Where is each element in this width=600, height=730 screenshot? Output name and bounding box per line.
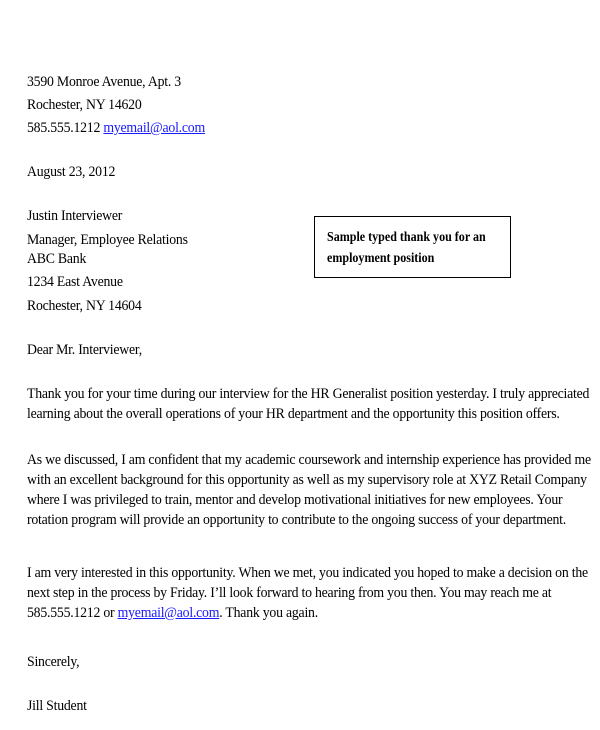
salutation: Dear Mr. Interviewer, — [27, 342, 142, 358]
sender-contact — [27, 118, 205, 138]
paragraph-3-line-2: next step in the process by Friday. I’ll look forward to hearing from you then. You may reach me at — [27, 585, 552, 601]
sender-phone: 585.555.1212 — [27, 120, 101, 136]
paragraph-1-line-2: learning about the overall operations of your HR department and the opportunity this position offers. — [27, 406, 560, 422]
paragraph-1 — [27, 384, 590, 424]
callout-text — [327, 227, 525, 269]
sender-street: 3590 Monroe Avenue, Apt. 3 — [27, 74, 181, 90]
paragraph-2-line-1: As we discussed, I am confident that my academic coursework and internship experience has provided me — [27, 452, 591, 468]
paragraph-3-email-link[interactable]: myemail@aol.com — [117, 605, 220, 621]
paragraph-2-line-3: where I was privileged to train, mentor and develop motivational initiatives for new employees. Your — [27, 492, 563, 508]
paragraph-3-phone: 585.555.1212 — [27, 605, 101, 621]
sample-callout-box — [314, 216, 511, 278]
letter-date: August 23, 2012 — [27, 164, 116, 180]
paragraph-3-line-1: I am very interested in this opportunity. When we met, you indicated you hoped to make a decision on the — [27, 565, 588, 581]
paragraph-3 — [27, 563, 588, 623]
paragraph-3-line-3 — [27, 603, 579, 623]
callout-line-1: Sample typed thank you for an — [327, 230, 486, 245]
closing: Sincerely, — [27, 654, 80, 670]
recipient-name: Justin Interviewer — [27, 208, 123, 224]
signature: Jill Student — [27, 698, 87, 714]
sender-city: Rochester, NY 14620 — [27, 97, 142, 113]
paragraph-3-end: . Thank you again. — [219, 605, 318, 621]
paragraph-2 — [27, 450, 591, 530]
recipient-company: ABC Bank — [27, 251, 87, 267]
paragraph-2-line-4: rotation program will provide an opportunity to contribute to the ongoing success of your department. — [27, 512, 567, 528]
paragraph-3-or: or — [100, 605, 118, 621]
callout-line-2: employment position — [327, 251, 435, 266]
paragraph-2-line-2: with an excellent background for this opportunity as well as my supervisory role at XYZ Retail Company — [27, 472, 587, 488]
recipient-city: Rochester, NY 14604 — [27, 298, 142, 314]
sender-email-link[interactable]: myemail@aol.com — [103, 120, 205, 136]
recipient-street: 1234 East Avenue — [27, 274, 123, 290]
recipient-title: Manager, Employee Relations — [27, 232, 188, 248]
paragraph-1-line-1: Thank you for your time during our interview for the HR Generalist position yesterday. I truly appreciated — [27, 386, 590, 402]
